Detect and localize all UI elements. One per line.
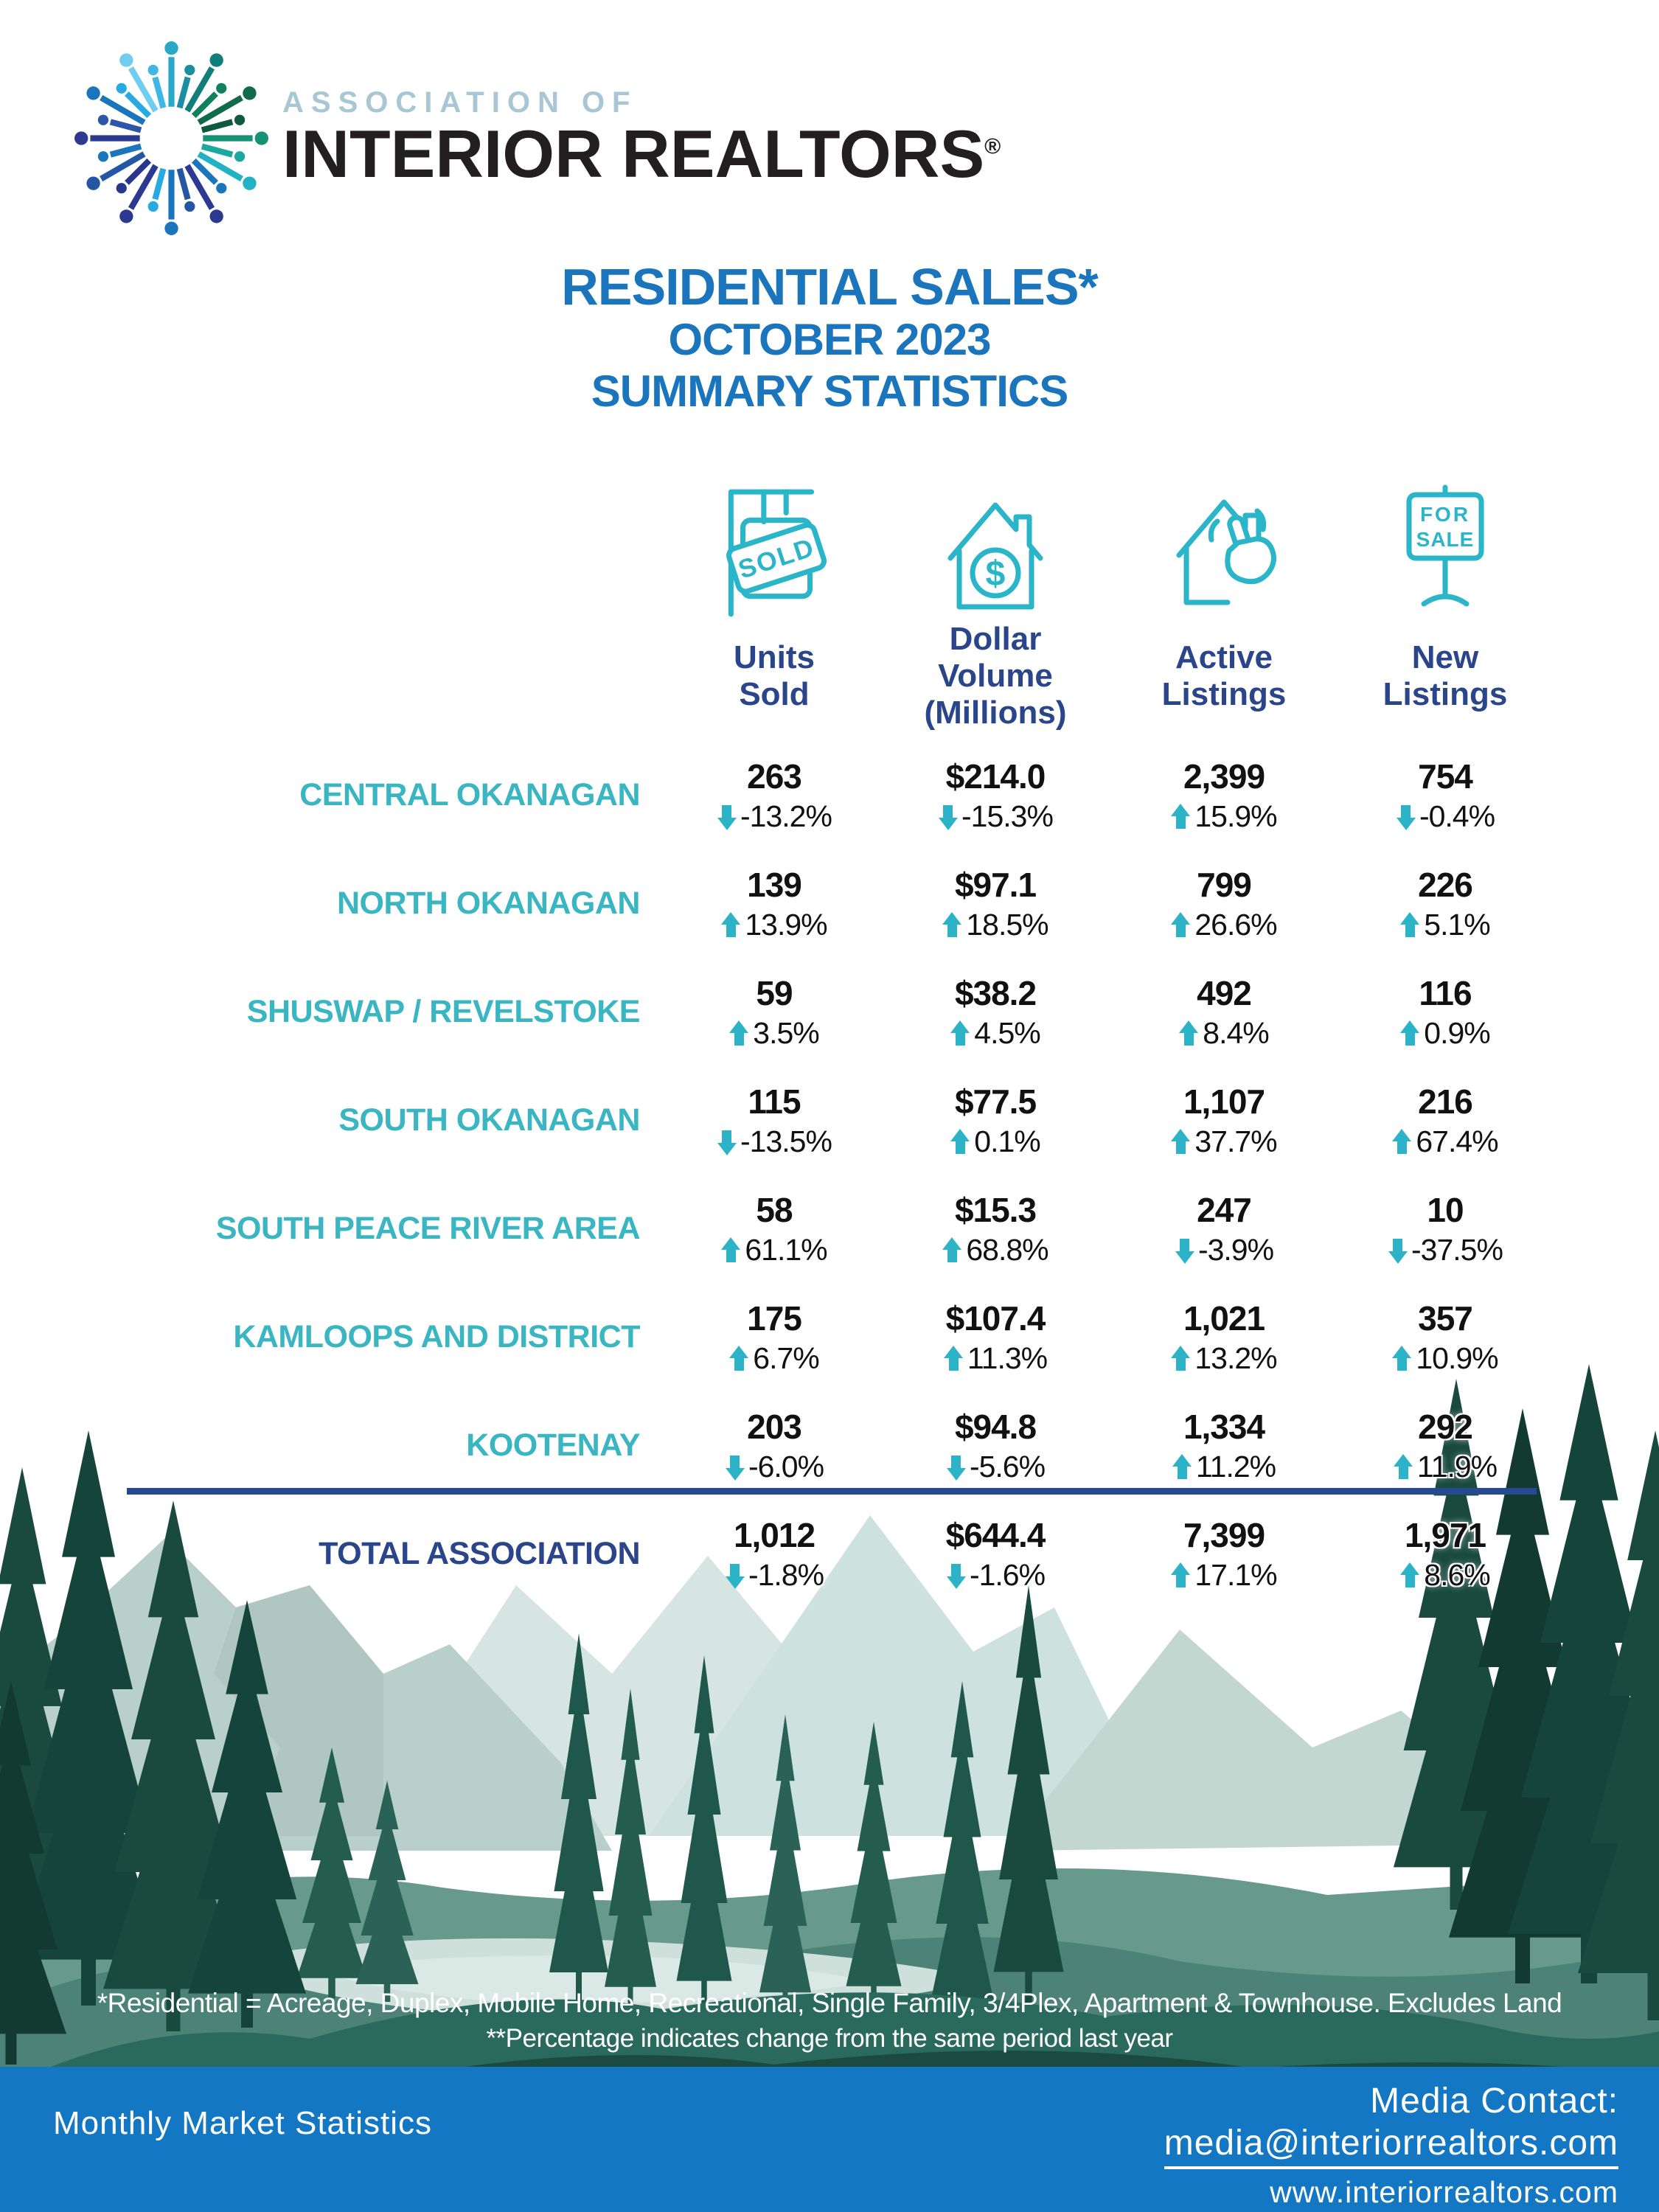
stat-change: 15.9% <box>1194 799 1277 833</box>
stat-change: 11.3% <box>967 1341 1048 1375</box>
stat-value: 216 <box>1418 1082 1472 1121</box>
stat-cell-active-listings <box>1113 1500 1335 1608</box>
down-arrow-icon <box>946 1454 966 1481</box>
stat-change: -5.6% <box>969 1450 1046 1484</box>
title-summary: SUMMARY STATISTICS <box>591 366 1068 416</box>
stat-cell-dollar-volume <box>877 1391 1113 1500</box>
stat-cell-active-listings <box>1113 1175 1335 1283</box>
up-arrow-icon <box>944 1346 964 1372</box>
stat-cell-units-sold <box>671 1283 877 1391</box>
up-arrow-icon <box>1400 1562 1420 1589</box>
down-arrow-icon <box>1388 1237 1408 1264</box>
stat-cell-active-listings <box>1113 741 1335 849</box>
up-arrow-icon <box>1171 1129 1191 1155</box>
logo-text <box>282 86 1001 190</box>
region-label: SHUSWAP / REVELSTOKE <box>246 994 640 1029</box>
stat-value: 226 <box>1418 866 1472 904</box>
stat-change: 37.7% <box>1194 1124 1277 1158</box>
stat-cell-units-sold <box>671 1500 877 1608</box>
stat-cell-dollar-volume <box>877 849 1113 958</box>
stat-value: 10 <box>1427 1191 1464 1229</box>
stat-cell-active-listings <box>1113 849 1335 958</box>
up-arrow-icon <box>1392 1346 1412 1372</box>
region-label: TOTAL ASSOCIATION <box>319 1536 640 1571</box>
stat-cell-new-listings <box>1335 1391 1556 1500</box>
footer-bar <box>0 2067 1659 2212</box>
stat-cell-active-listings <box>1113 958 1335 1066</box>
stat-cell-new-listings <box>1335 1283 1556 1391</box>
svg-text:FOR: FOR <box>1419 503 1471 526</box>
stat-change: -1.6% <box>969 1558 1046 1592</box>
table-row <box>0 1175 1556 1283</box>
stat-value: 247 <box>1197 1191 1251 1229</box>
stat-cell-dollar-volume <box>877 1066 1113 1175</box>
stat-change: 13.2% <box>1194 1341 1277 1375</box>
stat-value: 1,012 <box>733 1516 815 1554</box>
up-arrow-icon <box>1400 1020 1420 1047</box>
stat-value: 139 <box>747 866 801 904</box>
down-arrow-icon <box>1175 1237 1194 1264</box>
up-arrow-icon <box>1171 912 1191 939</box>
stat-change: -37.5% <box>1411 1233 1503 1267</box>
stat-cell-dollar-volume <box>877 741 1113 849</box>
logo <box>74 41 1001 236</box>
stat-value: 59 <box>756 974 793 1012</box>
stat-cell-units-sold <box>671 1391 877 1500</box>
stat-value: 1,334 <box>1183 1408 1265 1446</box>
stat-value: 2,399 <box>1183 757 1265 796</box>
stat-cell-active-listings <box>1113 1283 1335 1391</box>
stat-cell-new-listings <box>1335 1175 1556 1283</box>
title-month: OCTOBER 2023 <box>668 315 991 364</box>
registered-mark: ® <box>984 134 1001 159</box>
stat-change: 3.5% <box>753 1016 819 1050</box>
up-arrow-icon <box>1179 1020 1199 1047</box>
stat-value: 292 <box>1418 1408 1472 1446</box>
region-label: CENTRAL OKANAGAN <box>299 777 640 813</box>
page-title <box>0 260 1659 417</box>
stat-change: 17.1% <box>1194 1558 1277 1592</box>
svg-text:$: $ <box>985 554 1006 594</box>
up-arrow-icon <box>729 1346 749 1372</box>
stat-change: -0.4% <box>1419 799 1495 833</box>
stat-cell-new-listings <box>1335 849 1556 958</box>
stat-change: 18.5% <box>966 908 1048 942</box>
table-row <box>0 1283 1556 1391</box>
footer-media-contact-block <box>1164 2067 1659 2212</box>
stat-value: 1,021 <box>1183 1299 1265 1338</box>
stat-value: 203 <box>747 1408 801 1446</box>
stat-value: 357 <box>1418 1299 1472 1338</box>
header-spacer-label <box>0 617 671 735</box>
stat-change: -13.5% <box>740 1124 832 1158</box>
region-label: KOOTENAY <box>466 1427 640 1463</box>
up-arrow-icon <box>1394 1454 1413 1481</box>
column-header-new-listings: New Listings <box>1382 639 1508 712</box>
up-arrow-icon <box>1172 1454 1192 1481</box>
stat-change: -15.3% <box>961 799 1053 833</box>
stat-value: $97.1 <box>954 866 1037 904</box>
website-link[interactable]: www.interiorrealtors.com <box>1270 2175 1618 2209</box>
up-arrow-icon <box>950 1020 970 1047</box>
logo-interior-realtors: INTERIOR REALTORS® <box>282 117 1001 192</box>
column-header-active-listings: Active Listings <box>1161 639 1287 712</box>
stat-cell-units-sold <box>671 1066 877 1175</box>
stat-change: 68.8% <box>966 1233 1048 1267</box>
column-header-units-sold: Units Sold <box>734 639 815 712</box>
svg-text:SALE: SALE <box>1416 528 1475 551</box>
stat-value: 799 <box>1197 866 1251 904</box>
up-arrow-icon <box>1392 1129 1412 1155</box>
stat-value: $94.8 <box>954 1408 1037 1446</box>
stat-change: 8.4% <box>1203 1016 1269 1050</box>
stat-change: 11.9% <box>1416 1450 1498 1484</box>
stat-change: 4.5% <box>974 1016 1040 1050</box>
down-arrow-icon <box>1396 804 1416 830</box>
table-header <box>0 476 1556 735</box>
stat-value: $644.4 <box>945 1516 1046 1554</box>
stat-change: 6.7% <box>753 1341 819 1375</box>
stat-cell-new-listings <box>1335 741 1556 849</box>
stat-value: 115 <box>748 1082 801 1121</box>
stat-change: 5.1% <box>1424 908 1490 942</box>
stat-value: 175 <box>747 1299 801 1338</box>
stat-value: 58 <box>756 1191 793 1229</box>
stat-change: 0.9% <box>1424 1016 1490 1050</box>
down-arrow-icon <box>717 804 737 830</box>
up-arrow-icon <box>721 1237 741 1264</box>
stat-value: 116 <box>1419 974 1472 1012</box>
down-arrow-icon <box>938 804 958 830</box>
svg-text:SOLD: SOLD <box>734 532 818 585</box>
stat-value: 492 <box>1197 974 1251 1012</box>
stat-change: 26.6% <box>1194 908 1277 942</box>
stat-cell-active-listings <box>1113 1066 1335 1175</box>
down-arrow-icon <box>725 1454 745 1481</box>
stat-cell-dollar-volume <box>877 1283 1113 1391</box>
region-label: SOUTH PEACE RIVER AREA <box>215 1211 640 1246</box>
stat-cell-active-listings <box>1113 1391 1335 1500</box>
region-label: SOUTH OKANAGAN <box>338 1102 640 1138</box>
stat-change: 8.6% <box>1424 1558 1490 1592</box>
stat-change: -6.0% <box>748 1450 824 1484</box>
sold-sign-icon <box>671 476 877 617</box>
up-arrow-icon <box>1171 804 1191 830</box>
down-arrow-icon <box>946 1562 966 1589</box>
stats-table-rows <box>0 741 1556 1608</box>
down-arrow-icon <box>717 1129 737 1155</box>
stat-change: -3.9% <box>1197 1233 1274 1267</box>
table-row <box>0 741 1556 849</box>
stat-value: 263 <box>747 757 801 796</box>
stat-change: 61.1% <box>745 1233 827 1267</box>
table-row <box>0 1391 1556 1500</box>
stat-change: -1.8% <box>748 1558 824 1592</box>
stat-cell-new-listings <box>1335 1500 1556 1608</box>
starburst-logo-icon <box>74 41 269 236</box>
stat-cell-units-sold <box>671 1175 877 1283</box>
footnote-residential-definition: *Residential = Acreage, Duplex, Mobile Home, Recreational, Single Family, 3/4Plex, Apartment & Townhouse. Excludes Land <box>97 1988 1562 2018</box>
stat-cell-units-sold <box>671 741 877 849</box>
stat-change: 10.9% <box>1416 1341 1498 1375</box>
house-tap-icon <box>1113 476 1335 617</box>
stat-change: 67.4% <box>1416 1124 1498 1158</box>
stat-change: 13.9% <box>745 908 827 942</box>
total-separator-line <box>127 1488 1537 1495</box>
column-header-dollar-volume: Dollar Volume (Millions) <box>924 621 1067 731</box>
up-arrow-icon <box>729 1020 749 1047</box>
header-spacer <box>0 476 671 617</box>
footer-monthly-market-statistics: Monthly Market Statistics <box>53 2105 433 2141</box>
table-row <box>0 958 1556 1066</box>
up-arrow-icon <box>950 1129 970 1155</box>
title-residential-sales: RESIDENTIAL SALES* <box>561 258 1098 316</box>
media-email-link[interactable]: media@interiorrealtors.com <box>1164 2123 1618 2169</box>
up-arrow-icon <box>942 912 962 939</box>
up-arrow-icon <box>1171 1346 1191 1372</box>
stat-cell-new-listings <box>1335 1066 1556 1175</box>
down-arrow-icon <box>725 1562 745 1589</box>
footnotes <box>0 1985 1659 2056</box>
up-arrow-icon <box>1400 912 1420 939</box>
stat-change: 11.2% <box>1195 1450 1276 1484</box>
stat-cell-dollar-volume <box>877 1500 1113 1608</box>
stat-value: $77.5 <box>954 1082 1037 1121</box>
stat-value: 754 <box>1418 757 1472 796</box>
stat-value: $107.4 <box>945 1299 1046 1338</box>
stat-cell-dollar-volume <box>877 1175 1113 1283</box>
footnote-percentage-note: **Percentage indicates change from the same period last year <box>486 2024 1173 2053</box>
region-label: NORTH OKANAGAN <box>336 886 640 921</box>
up-arrow-icon <box>942 1237 962 1264</box>
table-row <box>0 849 1556 958</box>
stat-cell-units-sold <box>671 849 877 958</box>
stat-value: 1,971 <box>1404 1516 1486 1554</box>
stat-change: -13.2% <box>740 799 832 833</box>
table-row <box>0 1066 1556 1175</box>
stat-cell-dollar-volume <box>877 958 1113 1066</box>
stat-value: 7,399 <box>1183 1516 1265 1554</box>
media-contact-label: Media Contact: <box>1370 2081 1618 2121</box>
logo-association-of: ASSOCIATION OF <box>282 86 638 119</box>
stat-cell-new-listings <box>1335 958 1556 1066</box>
stat-value: $214.0 <box>945 757 1046 796</box>
table-row <box>0 1500 1556 1608</box>
house-dollar-icon <box>877 476 1113 617</box>
up-arrow-icon <box>721 912 741 939</box>
region-label: KAMLOOPS AND DISTRICT <box>233 1319 640 1354</box>
stat-cell-units-sold <box>671 958 877 1066</box>
stat-value: $38.2 <box>954 974 1037 1012</box>
stat-value: $15.3 <box>954 1191 1037 1229</box>
stat-change: 0.1% <box>974 1124 1040 1158</box>
for-sale-sign-icon <box>1335 476 1556 617</box>
stat-value: 1,107 <box>1183 1082 1265 1121</box>
up-arrow-icon <box>1171 1562 1191 1589</box>
